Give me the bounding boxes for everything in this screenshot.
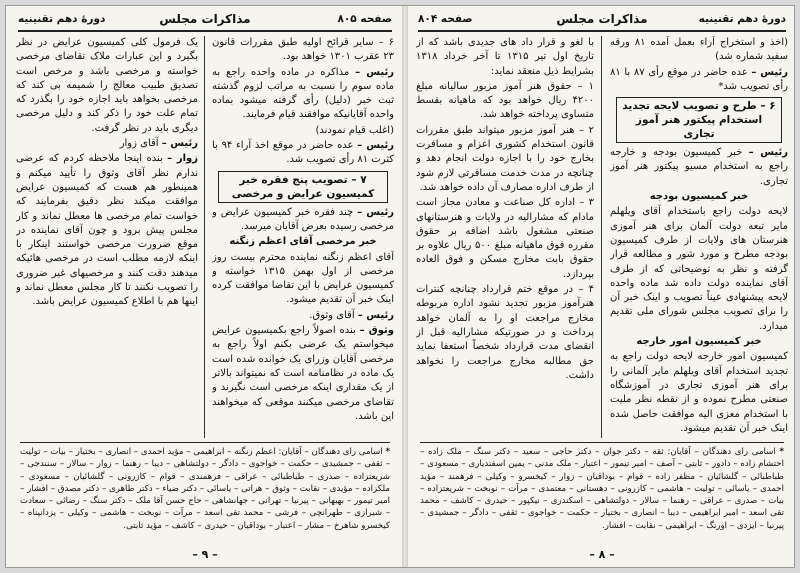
speaker-name: رئیس – — [355, 66, 394, 78]
paragraph: ۱ – حقوق هنر آموز مزبور سالیانه مبلغ ۴۲۰۰ ریال خواهد بود که ماهیانه بقسط متساوی پرداخته خواهد شد. — [416, 80, 594, 121]
paragraph-text: مذاکره در ماده واحده راجع به ماده سوم را نسبت به مراتب لزوم گذشته ثبت خبر (دلیل) رأی گرفته میشود بماده واحده آقایانیکه موافقند قیام فرمایند. — [212, 66, 394, 121]
left-page — [12, 6, 398, 567]
paragraph: یک فرمول کلی کمیسیون عرایض در نظر بگیرد و این عبارات ملاک تقاضای مرخصی خواسته و مرخصی باشد و مرخص است تصدیق طبیب معالج را شمیمه بی کند که مرخصی بخواهد باید اجازه خود را بگذرد که تمام علت خود را ذکر کند و دلیل مرخصی دیگری باید در نظر گرفت. — [16, 37, 198, 134]
paragraph: با لغو و قرار داد های جدیدی باشد که از تاریخ اول تیر ۱۳۱۵ تا آخر خرداد ۱۳۱۸ بشرایط ذیل منعقد نماید: — [416, 37, 594, 77]
speaker-name: رئیس – — [751, 66, 788, 78]
section-heading: ۶ – طرح و تصویب لایحه تجدید استخدام پیکتور هنر آموز تجاری — [616, 97, 782, 143]
paragraph: لایحه دولت راجع باستخدام آقای ویلهلم مایر تبعه دولت آلمان برای هنر آموزی هنرستان های ولایات از طرف کمیسیون بودجه مطرح و مورد شور و مطالعه قرار گرفته و نظر به توضیحاتی که از طرف آقای نماینده دولت داده شد ماده واحده لایحه پیشنهادی عیناً تصویب و اینک خبر آن را برای تصویب مجلس شورای ملی تقدیم میدارد. — [610, 206, 788, 332]
column-left — [416, 36, 594, 438]
session-label: دورهٔ دهم تقنینیه — [18, 13, 106, 25]
speaker-paragraph — [212, 206, 394, 235]
speaker-paragraph — [212, 139, 394, 168]
paragraph: ۴ – در موقع ختم قرارداد چنانچه کنترات هنرآموز مزبور تجدید نشود اداره مربوطه مخارج مراجعت او را به آلمان خواهد پرداخت و در صورتیکه مشارالیه قبل از انقضای مدت قرارداد شخصاً استعفا نماید حق مطالبه مخارج مراجعت را نخواهد داشت. — [416, 284, 594, 381]
right-page — [412, 6, 792, 567]
paragraph-text: عده حاضر در موقع رأی ۸۷ با ۸۱ رأی تصویب شد* — [610, 66, 788, 92]
column-divider — [204, 36, 205, 438]
page-header — [18, 12, 392, 32]
column-right — [212, 36, 394, 438]
paragraph-text: بنده اینجا ملاحظه کردم که عرضی ندارم نظر آقای وثوق را تأیید میکنم و همینطور هم هست که کمیسیون عرایض موافقت میکند نظر دقیق بفرمایند که خواست تمام مرخصی ها معطل نماند و کار مجلس پیش برود و چون آقای نماینده در موقع ضرورت مرخصی خواستند اینکار با اینکه لازمه مطلب است در مرخصی هائیکه میدهند دقت کنند و مرخصیهای غیر ضروری را تصویب نکنند تا کار مجلس معطل نماند و اینها هم با اطلاع کمیسیون عرایض باشد. — [16, 153, 198, 308]
paragraph-text: آقای زوار — [119, 138, 159, 150]
speaker-paragraph — [610, 437, 788, 438]
session-label: دورهٔ دهم تقنینیه — [698, 13, 786, 25]
paragraph-text: خبر کمیسیون بودجه و خارجه راجع به استخدام مسیو پیکتور هنر آموز تجاری. — [610, 147, 788, 187]
speaker-paragraph — [16, 152, 198, 309]
speaker-name: وثوق – — [359, 325, 394, 337]
paragraph: ۶ – سایر قرائح اولیه طبق مقررات قانون ۲۳ عقرب ۱۳۰۱ خواهد بود. — [212, 37, 394, 63]
page-number-label: صفحه ۸۰۵ — [337, 13, 392, 25]
paragraph: کمیسیون امور خارجه لایحه دولت راجع به تجدید استخدام آقای ویلهلم مایر آلمانی را برای هنر آموزی تجاری در آموزشگاه صنعتی مطرح نموده و از نقطه نظر ملیت با استخدام معزی الیه موافقت حاصل شده اینک خبر آن تقدیم میشود. — [610, 351, 788, 434]
speaker-paragraph — [610, 146, 788, 189]
paragraph-text: چند فقره خبر کمیسیون عرایض و مرخصی رسیده بعرض آقایان میرسد. — [212, 206, 394, 232]
footnote-marker: * — [385, 447, 390, 457]
speaker-name: رئیس – — [161, 138, 198, 150]
paragraph: ۲ – هنر آموز مزبور میتواند طبق مقررات قانون استخدام کشوری اعزام و مسافرت بخارج خود را با اجازه دولت انجام دهد و چنانچه در مدت خدمت مسافرتی لازم شود از طرف اداره مصارف آن داده خواهد شد. — [416, 124, 594, 193]
column-right — [610, 36, 788, 438]
paragraph-text: عده حاضر در موقع اخذ آراء ۹۴ با کثرت ۸۱ رأی تصویب شد. — [212, 140, 394, 166]
page-header — [418, 12, 786, 32]
footnote-text: اسامی رای دهندگان – آقایان: ثقه – دکتر جوان – دکتر حاجی – سعید – دکتر سنگ – ملک زاده – احتشام زاده – دادور – ثابتی – آصف – امیر تیمور – اعتبار – ملک مدنی – یمین اسفندیاری – مسعودی – طباطبائی – گلشائیان – مظفر زاده – قوام – بوداقیان – زوار – کیخسرو – وکیلی – فرهمند – مؤید احمدی – یاسائی – تولیت – هاشمی – کازرونی – دهستانی – معتمدی – مرآت – نوبخت – شریعتزاده – بیات – صدری – عراقی – رهنما – سالار – دولتشاهی – اسکندری – نیکپور – حیدری – کاشف – محمد تقی اسعد – امیر ابراهیمی – دیبا – انصاری – بختیار – حکمت – خواجوی – ثقفی – دادگر – جمشیدی – پیرنیا – ایزدی – اورنگ – ابراهیمی – نقابت – افشار. — [420, 447, 784, 531]
paragraph: (اغلب قیام نمودند) — [315, 124, 394, 136]
column-divider — [601, 36, 602, 438]
publication-title: مذاکرات مجلس — [159, 12, 251, 26]
paragraph-text: آقای وثوق. — [309, 309, 355, 321]
document-spread — [6, 6, 794, 567]
subheading: خبر کمیسیون امور خارجه — [636, 336, 762, 348]
folio: – ۸ – — [589, 548, 615, 561]
speaker-paragraph — [212, 324, 394, 424]
speaker-paragraph — [610, 66, 788, 95]
paragraph: (اخذ و استخراج آراء بعمل آمده ۸۱ ورقه سفید شماره شد) — [610, 37, 788, 63]
subheading: خبر مرخصی آقای اعظم زنگنه — [229, 236, 377, 248]
speaker-name: رئیس – — [357, 206, 394, 218]
page-number-label: صفحه ۸۰۴ — [418, 13, 473, 25]
paragraph: آقای اعظم زنگنه نماینده محترم بیست روز مرخصی از اول بهمن ۱۳۱۵ خواسته و کمیسیون عرایض با این تقاضا موافقت کرده اینک خبر آن تقدیم میشود. — [212, 251, 394, 306]
speaker-paragraph — [212, 309, 394, 323]
footnote — [420, 442, 784, 546]
paragraph-text: بنده اصولاً راجع بکمیسیون عرایض میخواستم یک عرضی بکنم اولاً راجع به مرخصی آقایان وزرای یک خوانده شده است یک ماده در نظامنامه است که نمیتواند بالاتر از یک مقداری اینکه مرخصی است نگیرند و تقاضای مرخصی میکنند موقعی که میخواهند این باشد. — [212, 325, 394, 422]
subheading: خبر کمیسیون بودجه — [649, 191, 749, 203]
book-gutter — [402, 6, 408, 567]
folio: – ۹ – — [192, 548, 218, 561]
publication-title: مذاکرات مجلس — [556, 12, 648, 26]
footnote-marker: * — [779, 447, 784, 457]
column-left — [16, 36, 198, 438]
speaker-paragraph — [16, 137, 198, 151]
paragraph: ۳ – اداره کل صناعت و معادن مجاز است مادام که مشارالیه در ولایات و هنرستانهای صنعتی مشغول باشد اضافه بر حقوق مقرره فوق ماهیانه مبلغ ۵۰۰ ریال علاوه بر حقوق بابت مخارج مسکن و فوق العاده بپردازد. — [416, 197, 594, 280]
speaker-name: رئیس – — [357, 140, 394, 152]
section-heading: ۷ – تصویب پنج فقره خبر کمیسیون عرایض و مرخصی — [218, 171, 388, 203]
footnote — [20, 442, 390, 546]
speaker-paragraph — [212, 66, 394, 123]
footnote-text: اسامی رای دهندگان – آقایان: اعظم زنگنه – ابراهیمی – مؤید احمدی – انصاری – بختیار – بیات – تولیت – ثقفی – جمشیدی – حکمت – خواجوی – دادگر – دولتشاهی – دیبا – رهنما – زوار – سالار – سنندجی – شریعتزاده – صدری – طباطبائی – عراقی – فرهمندی – قوام – کازرونی – گلشائیان – مسعودی – ملکزاده – مؤیدی – نقابت – وثوق – هراتی – یاسائی – دکتر ضیاء – دکتر طاهری – دکتر مصدق – افشار – امیر تیمور – بهبهانی – پیرنیا – تهرانی – جهانشاهی – حاج حسن آقا ملک – دکتر سنگ – رضائی – سعادت – شیرازی – طهرانچی – فرشی – محمد تقی اسعد – مرآت – نوبخت – هاشمی – وکیلی – یزدانپناه – کیخسرو شاهرخ – مشار – اعتبار – بوداقیان – حیدری – کاشف – مؤید ثابتی. — [20, 447, 390, 531]
speaker-name: رئیس – — [357, 309, 394, 321]
speaker-name: رئیس – — [748, 147, 788, 159]
speaker-name: زوار – — [167, 153, 198, 165]
